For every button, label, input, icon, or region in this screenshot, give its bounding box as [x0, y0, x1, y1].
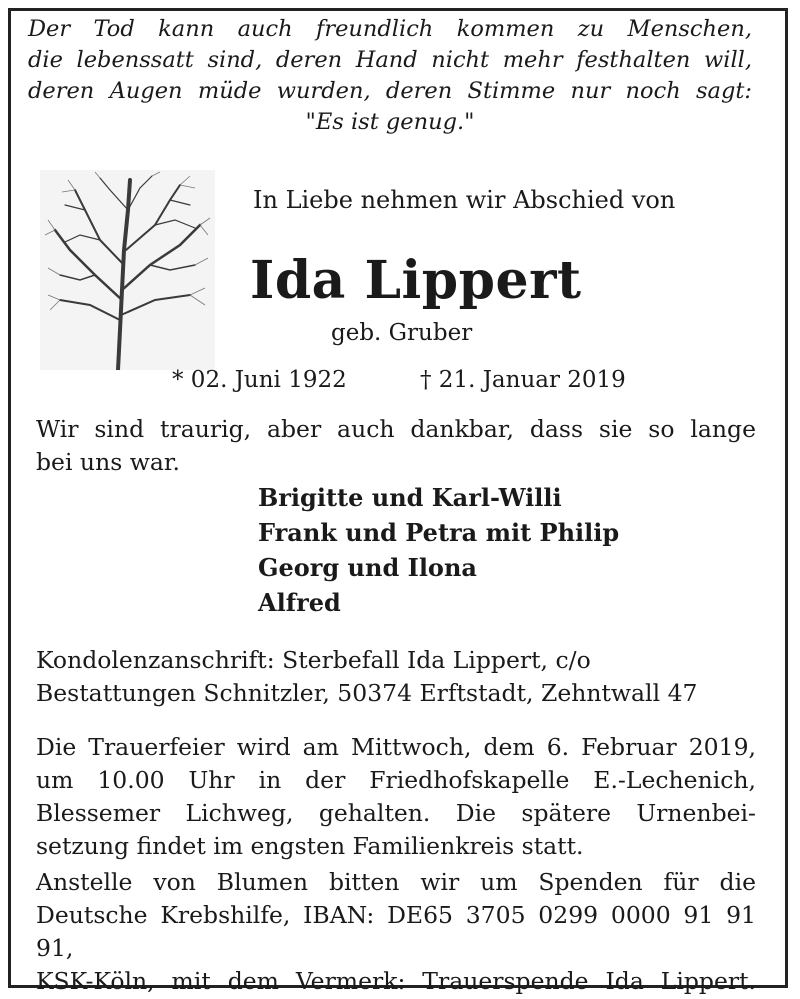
text-line: Kondolenzanschrift: Sterbefall Ida Lippert, c/o [36, 646, 591, 674]
deceased-name: Ida Lippert [250, 250, 582, 311]
mourner-name: Brigitte und Karl-Willi [258, 483, 562, 512]
donation-info [36, 866, 756, 998]
farewell-intro: In Liebe nehmen wir Abschied von [253, 186, 676, 214]
text-line: setzung findet im engsten Familienkreis statt. [36, 832, 584, 860]
text-line: Blessemer Lichweg, gehalten. Die spätere Urnenbei- [36, 799, 756, 827]
ceremony-info [36, 731, 756, 863]
mourners-list [258, 480, 619, 620]
maiden-name: geb. Gruber [331, 320, 473, 346]
condolence-address [36, 644, 756, 710]
text-line: um 10.00 Uhr in der Friedhofskapelle E.-Lechenich, [36, 766, 756, 794]
poem-line: Der Tod kann auch freundlich kommen zu Menschen, [28, 16, 752, 42]
opening-poem [28, 14, 752, 138]
text-line: Deutsche Krebshilfe, IBAN: DE65 3705 0299 0000 91 91 91, [36, 901, 756, 962]
text-line: KSK-Köln, mit dem Vermerk: Trauerspende Ida Lippert. [36, 967, 756, 995]
birth-date: * 02. Juni 1922 [172, 367, 347, 393]
tree-icon [40, 170, 215, 370]
mourner-name: Alfred [258, 588, 341, 617]
text-line: Die Trauerfeier wird am Mittwoch, dem 6. Februar 2019, [36, 733, 756, 761]
mourner-name: Georg und Ilona [258, 553, 477, 582]
poem-line: deren Augen müde wurden, deren Stimme nur noch sagt: [28, 78, 752, 104]
text-line: Anstelle von Blumen bitten wir um Spenden für die [36, 868, 756, 896]
poem-line: die lebenssatt sind, deren Hand nicht mehr festhalten will, [28, 47, 752, 73]
gratitude-text [36, 413, 756, 479]
poem-line: "Es ist genug." [305, 109, 475, 135]
mourner-name: Frank und Petra mit Philip [258, 518, 620, 547]
text-line: bei uns war. [36, 448, 180, 476]
death-date: † 21. Januar 2019 [420, 367, 626, 393]
text-line: Wir sind traurig, aber auch dankbar, dass sie so lange [36, 415, 756, 443]
text-line: Bestattungen Schnitzler, 50374 Erftstadt, Zehntwall 47 [36, 679, 698, 707]
